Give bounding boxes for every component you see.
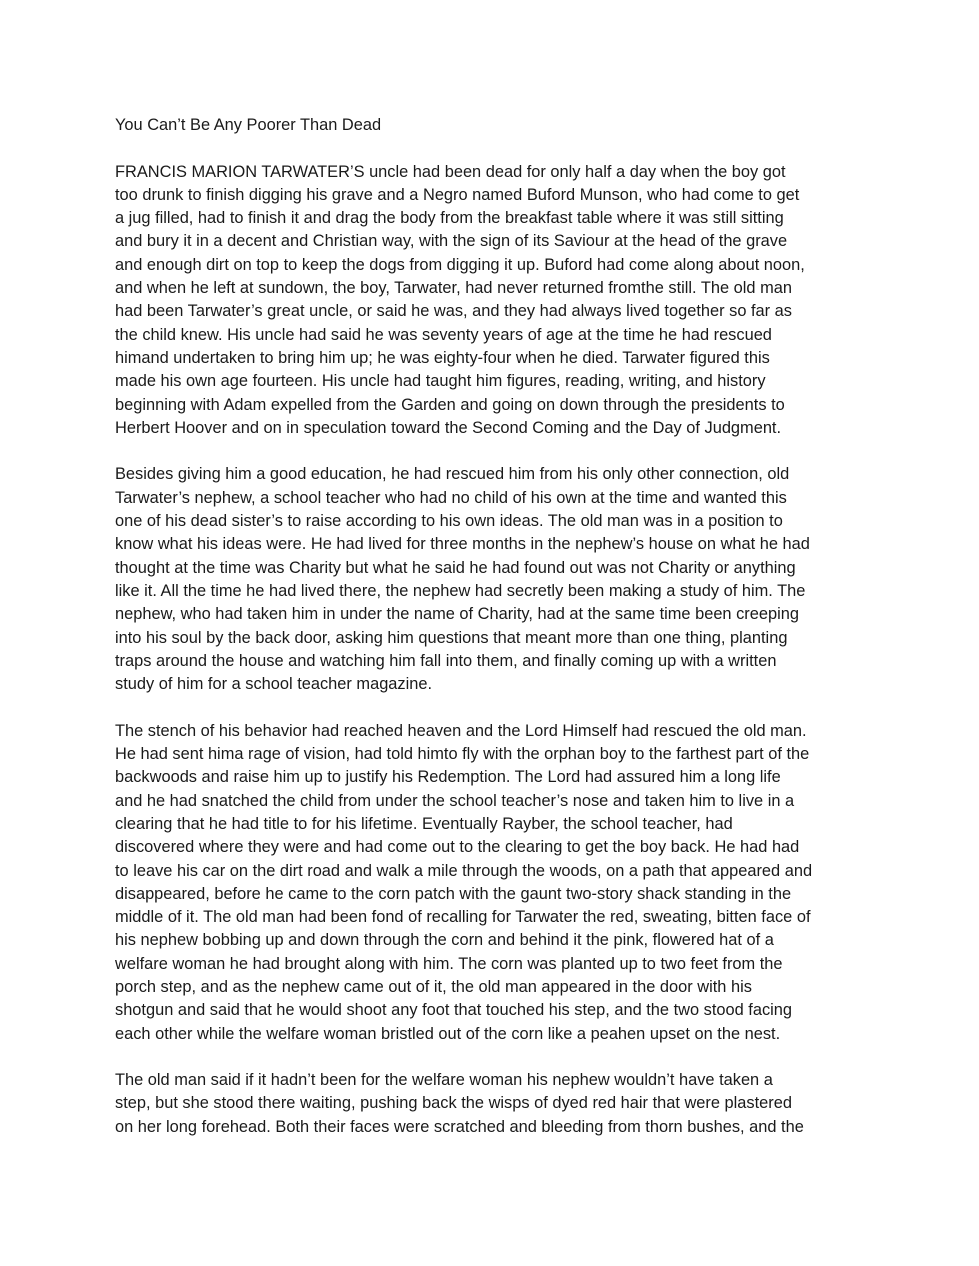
paragraph	[115, 161, 875, 441]
text-line: each other while the welfare woman bristled out of the corn like a peahen upset on the nest.	[115, 1024, 781, 1043]
text-line: himand undertaken to bring him up; he was eighty-four when he died. Tarwater figured this	[115, 348, 770, 367]
text-line: The old man said if it hadn’t been for the welfare woman his nephew wouldn’t have taken a	[115, 1071, 773, 1090]
text-line: beginning with Adam expelled from the Garden and going on down through the presidents to	[115, 395, 785, 414]
text-line: the child knew. His uncle had said he was seventy years of age at the time he had rescued	[115, 325, 772, 344]
text-line: Tarwater’s nephew, a school teacher who had no child of his own at the time and wanted this	[115, 488, 787, 507]
text-line: thought at the time was Charity but what he said he had found out was not Charity or anything	[115, 558, 796, 577]
text-line: to leave his car on the dirt road and walk a mile through the woods, on a path that appeared and	[115, 861, 813, 880]
text-line: He had sent hima rage of vision, had told himto fly with the orphan boy to the farthest part of the	[115, 745, 810, 764]
text-line: discovered where they were and had come out to the clearing to get the boy back. He had had	[115, 838, 800, 857]
text-line: his nephew bobbing up and down through the corn and behind it the pink, flowered hat of a	[115, 931, 774, 950]
text-line: backwoods and raise him up to justify his Redemption. The Lord had assured him a long life	[115, 768, 781, 787]
text-line: and when he left at sundown, the boy, Tarwater, had never returned fromthe still. The old man	[115, 279, 792, 298]
text-line: too drunk to finish digging his grave and a Negro named Buford Munson, who had come to get	[115, 185, 800, 204]
text-line: porch step, and as the nephew came out of it, the old man appeared in the door with his	[115, 977, 752, 996]
text-line: a jug filled, had to finish it and drag the body from the breakfast table where it was still sitting	[115, 209, 784, 228]
text-line: know what his ideas were. He had lived for three months in the nephew’s house on what he had	[115, 535, 810, 554]
document-body	[115, 161, 875, 1139]
document-title: You Can’t Be Any Poorer Than Dead	[115, 116, 382, 134]
text-line: welfare woman he had brought along with him. The corn was planted up to two feet from the	[115, 954, 783, 973]
paragraph	[115, 463, 875, 696]
text-line: nephew, who had taken him in under the name of Charity, had at the same time been creeping	[115, 605, 799, 624]
text-line: and enough dirt on top to keep the dogs from digging it up. Buford had come along about noon,	[115, 255, 805, 274]
text-line: made his own age fourteen. His uncle had taught him figures, reading, writing, and history	[115, 372, 766, 391]
paragraph	[115, 1069, 875, 1139]
text-line: FRANCIS MARION TARWATER’S uncle had been dead for only half a day when the boy got	[115, 162, 786, 181]
text-line: clearing that he had title to for his lifetime. Eventually Rayber, the school teacher, had	[115, 814, 733, 833]
text-line: study of him for a school teacher magazine.	[115, 675, 433, 694]
text-line: and bury it in a decent and Christian way, with the sign of its Saviour at the head of the grave	[115, 232, 788, 251]
text-line: had been Tarwater’s great uncle, or said he was, and they had always lived together so far as	[115, 302, 792, 321]
text-line: one of his dead sister’s to raise according to his own ideas. The old man was in a position to	[115, 512, 783, 531]
text-line: disappeared, before he came to the corn patch with the gaunt two-story shack standing in the	[115, 884, 792, 903]
text-line: Herbert Hoover and on in speculation toward the Second Coming and the Day of Judgment.	[115, 418, 782, 437]
text-line: on her long forehead. Both their faces were scratched and bleeding from thorn bushes, and the	[115, 1117, 804, 1136]
text-line: The stench of his behavior had reached heaven and the Lord Himself had rescued the old man.	[115, 721, 807, 740]
document-page	[115, 114, 875, 1162]
text-line: into his soul by the back door, asking him questions that meant more than one thing, planting	[115, 628, 788, 647]
text-line: step, but she stood there waiting, pushing back the wisps of dyed red hair that were plastered	[115, 1094, 792, 1113]
text-line: middle of it. The old man had been fond of recalling for Tarwater the red, sweating, bitten face of	[115, 908, 811, 927]
text-line: and he had snatched the child from under the school teacher’s nose and taken him to live in a	[115, 791, 795, 810]
paragraph	[115, 720, 875, 1046]
text-line: like it. All the time he had lived there, the nephew had secretly been making a study of him. The	[115, 581, 806, 600]
text-line: traps around the house and watching him fall into them, and finally coming up with a written	[115, 651, 777, 670]
text-line: Besides giving him a good education, he had rescued him from his only other connection, old	[115, 465, 790, 484]
text-line: shotgun and said that he would shoot any foot that touched his step, and the two stood facing	[115, 1001, 793, 1020]
